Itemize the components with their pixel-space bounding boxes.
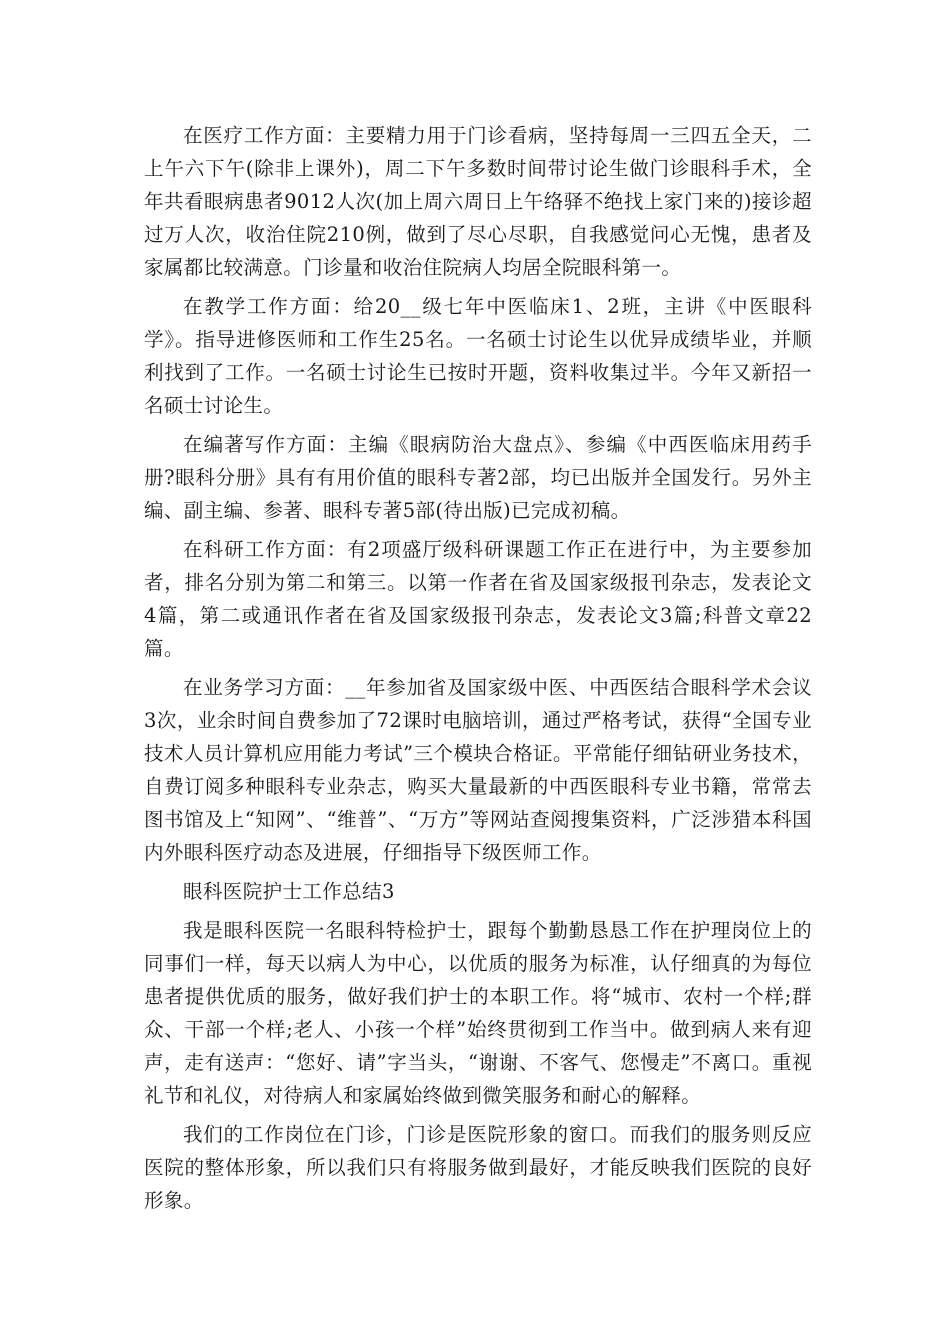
paragraph-research-work: 在科研工作方面：有2项盛厅级科研课题工作正在进行中，为主要参加者，排名分别为第二和第三。以第一作者在省及国家级报刊杂志，发表论文4篇，第二或通讯作者在省及国家级报刊杂志，发表论文3篇;科普文章22篇。 — [144, 538, 812, 660]
paragraph-writing-work: 在编著写作方面：主编《眼病防治大盘点》、参编《中西医临床用药手册?眼科分册》具有有用价值的眼科专著2部，均已出版并全国发行。另外主编、副主编、参著、眼科专著5部(待出版)已完成初稿。 — [144, 433, 812, 522]
paragraph-teaching-work: 在教学工作方面：给20__级七年中医临床1、2班，主讲《中医眼科学》。指导进修医师和工作生25名。一名硕士讨论生以优异成绩毕业，并顺利找到了工作。一名硕士讨论生已按时开题，资料收集过半。今年又新招一名硕士讨论生。 — [144, 295, 812, 417]
paragraph-medical-work: 在医疗工作方面：主要精力用于门诊看病，坚持每周一三四五全天，二上午六下午(除非上课外)，周二下午多数时间带讨论生做门诊眼科手术，全年共看眼病患者9012人次(加上周六周日上午络驿不绝找上家门来的)接诊超过万人次，收治住院210例，做到了尽心尽职，自我感觉问心无愧，患者及家属都比较满意。门诊量和收治住院病人均居全院眼科第一。 — [144, 124, 812, 279]
paragraph-nurse-intro: 我是眼科医院一名眼科特检护士，跟每个勤勤恳恳工作在护理岗位上的同事们一样，每天以病人为中心，以优质的服务为标准，认仔细真的为每位患者提供优质的服务，做好我们护士的本职工作。将“城市、农村一个样;群众、干部一个样;老人、小孩一个样”始终贯彻到工作当中。做到病人来有迎声，走有送声：“您好、请”字当头，“谢谢、不客气、您慢走”不离口。重视礼节和礼仪，对待病人和家属始终做到微笑服务和耐心的解释。 — [144, 919, 812, 1107]
document-body — [144, 119, 812, 1223]
paragraph-nurse-outpatient: 我们的工作岗位在门诊，门诊是医院形象的窗口。而我们的服务则反应医院的整体形象，所以我们只有将服务做到最好，才能反映我们医院的良好形象。 — [144, 1123, 812, 1212]
paragraph-study-work: 在业务学习方面：__年参加省及国家级中医、中西医结合眼科学术会议3次，业余时间自费参加了72课时电脑培训，通过严格考试，获得“全国专业技术人员计算机应用能力考试”三个模块合格证。平常能仔细钻研业务技术，自费订阅多种眼科专业杂志，购买大量最新的中西医眼科专业书籍，常常去图书馆及上“知网”、“维普”、“万方”等网站查阅搜集资料，广泛涉猎本科国内外眼科医疗动态及进展，仔细指导下级医师工作。 — [144, 676, 812, 864]
section-title: 眼科医院护士工作总结3 — [183, 880, 395, 903]
